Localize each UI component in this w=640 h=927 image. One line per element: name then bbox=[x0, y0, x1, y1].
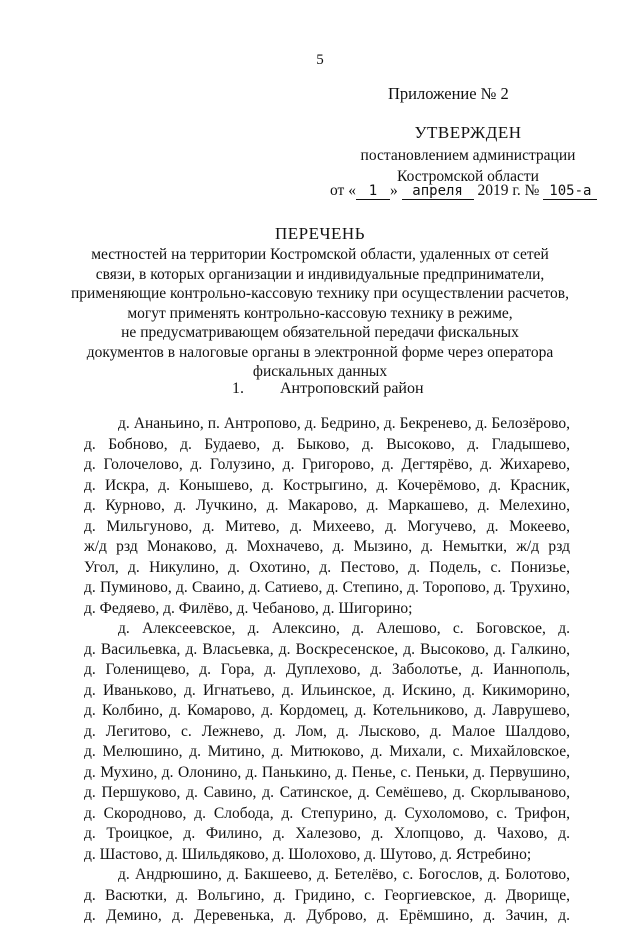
list-line: д. Першуково, д. Савино, д. Сатинское, д. Семёшево, д. Скорлываново, bbox=[84, 784, 570, 801]
description-line: фискальных данных bbox=[252, 363, 388, 380]
list-line: д. Мильгуново, д. Митево, д. Михеево, д. Могучево, д. Мокеево, bbox=[84, 517, 570, 535]
description-line: местностей на территории Костромской области, удаленных от сетей bbox=[91, 246, 549, 263]
list-line: д. Андрюшино, д. Бакшеево, д. Бетелёво, с. Богослов, д. Болотово, bbox=[118, 866, 570, 883]
list-line: Угол, д. Никулино, д. Охотино, д. Пестово, д. Подель, с. Понизье, bbox=[84, 558, 570, 576]
list-line: д. Ананьино, п. Антропово, д. Бедрино, д. Бекренево, д. Белозёрово, bbox=[118, 415, 570, 432]
list-line: д. Курново, д. Лучкино, д. Макарово, д. Маркашево, д. Мелехино, bbox=[84, 497, 570, 514]
date-prefix: от « bbox=[330, 182, 356, 199]
list-line: д. Алексеевское, д. Алексино, д. Алешово, с. Боговское, д. bbox=[118, 620, 570, 637]
list-line: д. Голочелово, д. Голузино, д. Григорово, д. Дегтярёво, д. Жихарево, bbox=[84, 456, 570, 473]
list-line: д. Мухино, д. Олонино, д. Панькино, д. Пенье, с. Пеньки, д. Первушино, bbox=[84, 763, 570, 781]
list-title: ПЕРЕЧЕНЬ bbox=[275, 224, 365, 243]
list-line: д. Федяево, д. Филёво, д. Чебаново, д. Шигорино; bbox=[84, 599, 413, 617]
description-line: могут применять контрольно-кассовую технику в режиме, bbox=[127, 304, 513, 322]
date-year: 2019 г. № bbox=[477, 182, 540, 199]
list-line: д. Пуминово, д. Сваино, д. Сатиево, д. Степино, д. Торопово, д. Трухино, bbox=[84, 579, 570, 596]
approval-date-line bbox=[330, 182, 597, 200]
list-line: д. Васютки, д. Вольгино, д. Гридино, с. Георгиевское, д. Дворище, bbox=[84, 886, 570, 904]
page-number: 5 bbox=[316, 52, 324, 68]
date-day: 1 bbox=[356, 183, 390, 200]
section-heading bbox=[232, 380, 424, 398]
list-line: д. Шастово, д. Шильдяково, д. Шолохово, д. Шутово, д. Ястребино; bbox=[84, 845, 532, 863]
date-month: апреля bbox=[402, 183, 474, 200]
appendix-label: Приложение № 2 bbox=[388, 84, 509, 103]
description-line: связи, в которых организации и индивидуальные предприниматели, bbox=[95, 265, 545, 283]
list-line: д. Иваньково, д. Игнатьево, д. Ильинское, д. Искино, д. Кикиморино, bbox=[84, 681, 570, 699]
list-line: д. Колбино, д. Комарово, д. Кордомец, д. Котельниково, д. Лаврушево, bbox=[84, 702, 570, 719]
list-line: д. Троицкое, д. Филино, д. Халезово, д. Хлопцово, д. Чахово, д. bbox=[84, 825, 570, 842]
list-line: д. Васильевка, д. Власьевка, д. Воскресенское, д. Высоково, д. Галкино, bbox=[84, 640, 570, 658]
list-line: д. Голенищево, д. Гора, д. Дуплехово, д. Заболотье, д. Ианнополь, bbox=[84, 661, 570, 678]
date-mid: » bbox=[389, 182, 398, 199]
description-line: не предусматривающем обязательной передачи фискальных bbox=[121, 324, 519, 341]
list-line: д. Мелюшино, д. Митино, д. Митюково, д. Михали, с. Михайловское, bbox=[84, 743, 570, 760]
description-line: применяющие контрольно-кассовую технику при осуществлении расчетов, bbox=[71, 285, 569, 302]
list-line: ж/д рзд Монаково, д. Мохначево, д. Мызино, д. Немытки, ж/д рзд bbox=[84, 538, 570, 555]
list-line: д. Демино, д. Деревенька, д. Дуброво, д. Ерёмшино, д. Зачин, д. bbox=[84, 907, 570, 924]
settlement-list bbox=[84, 414, 570, 927]
description-line: документов в налоговые органы в электронной форме через оператора bbox=[86, 343, 554, 361]
list-line: д. Бобново, д. Будаево, д. Быково, д. Высоково, д. Гладышево, bbox=[84, 435, 570, 453]
list-line: д. Искра, д. Конышево, д. Кострыгино, д. Кочерёмово, д. Красник, bbox=[84, 476, 570, 494]
section-name: Антроповский район bbox=[280, 380, 424, 397]
list-line: д. Скородново, д. Слобода, д. Степурино, д. Сухоломово, с. Трифон, bbox=[84, 804, 570, 822]
approval-line-2: Костромской области bbox=[397, 168, 539, 185]
section-number: 1. bbox=[232, 380, 244, 397]
approval-line-1: постановлением администрации bbox=[360, 147, 576, 164]
document-number: 105-а bbox=[543, 183, 597, 200]
list-line: д. Легитово, с. Лежнево, д. Лом, д. Лысково, д. Малое Шалдово, bbox=[84, 722, 570, 740]
approval-title: УТВЕРЖДЕН bbox=[414, 123, 522, 142]
